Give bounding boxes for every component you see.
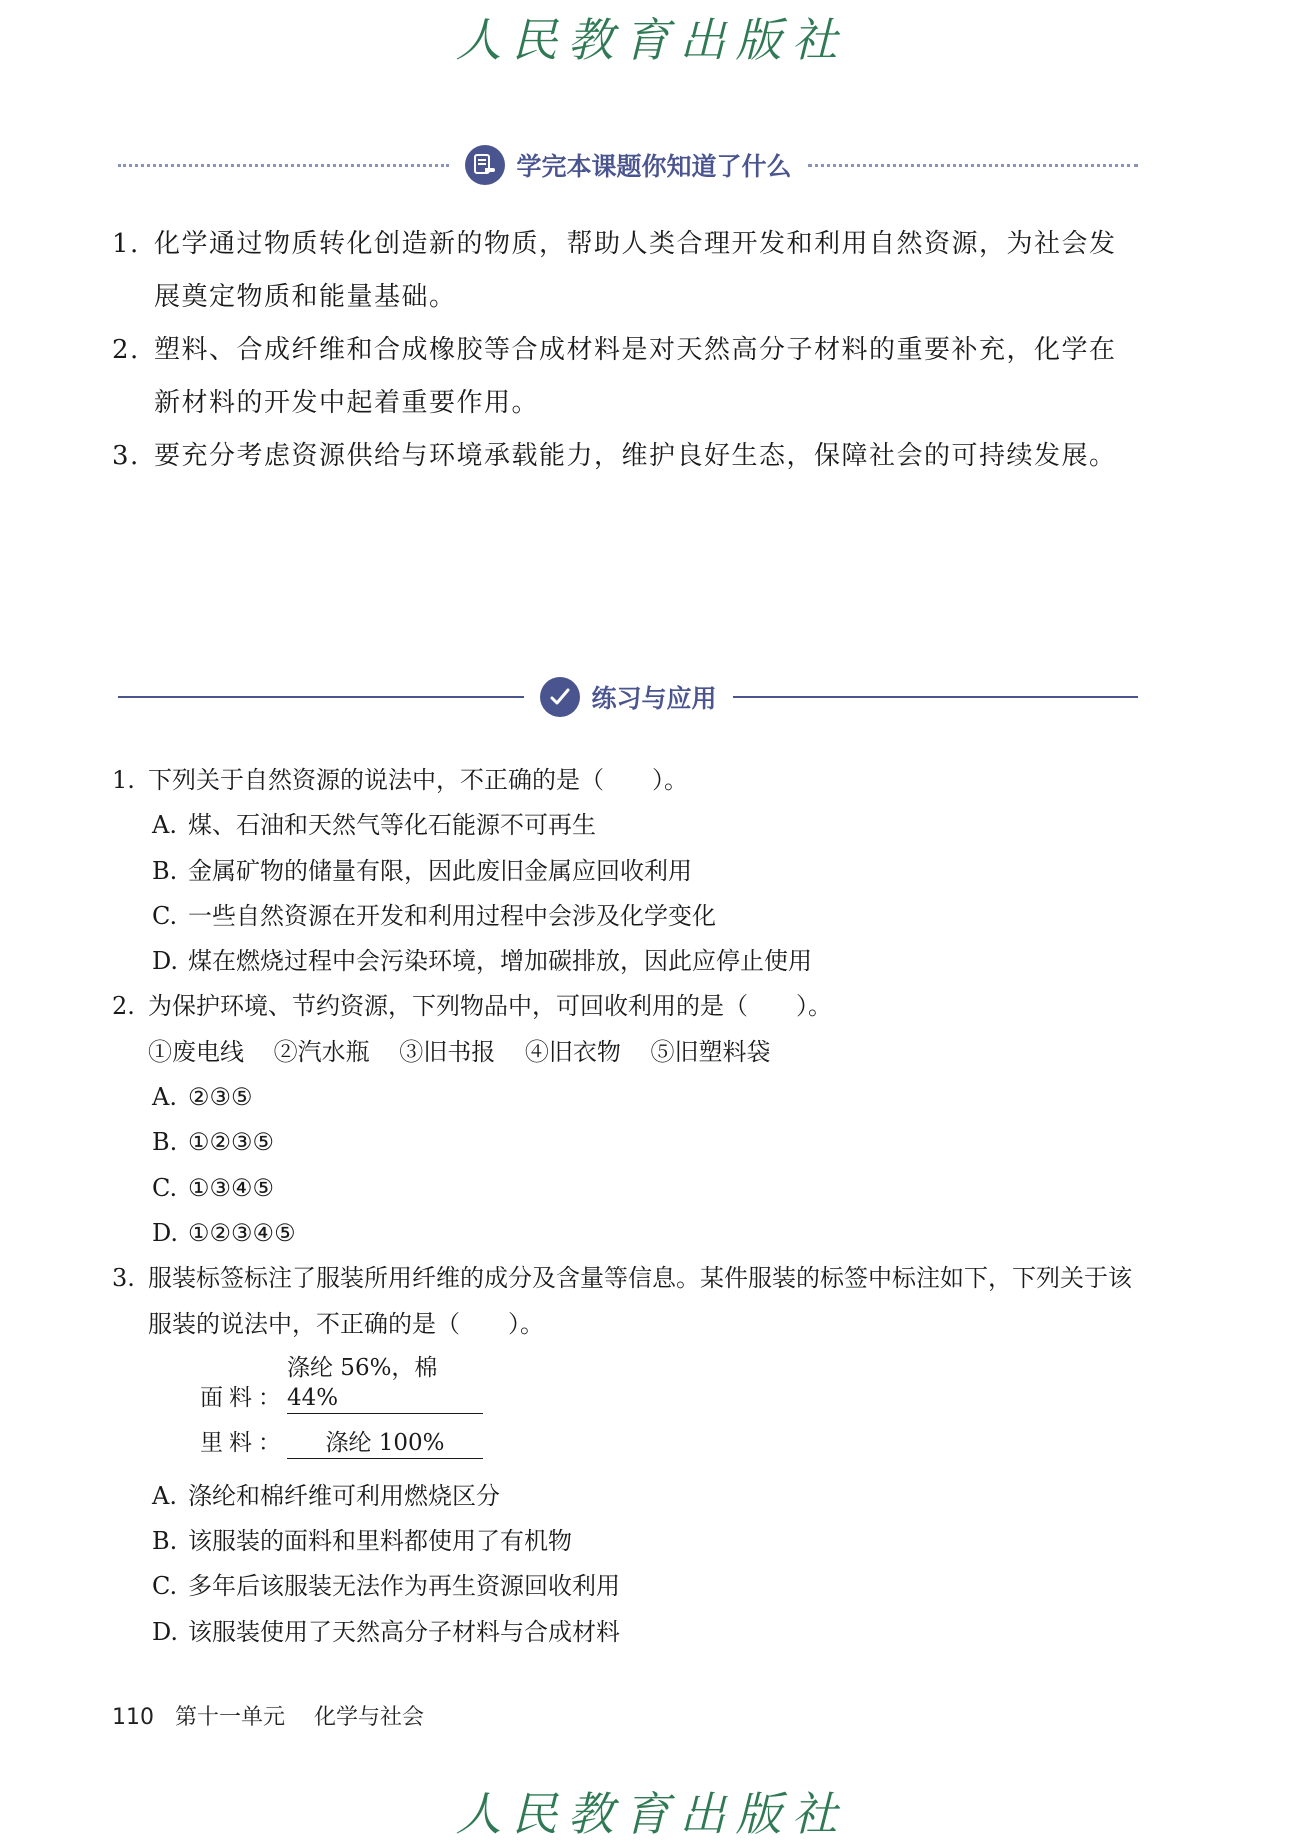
- lining-line: 里料： 涤纶 100%: [200, 1421, 1142, 1466]
- page-footer: [112, 1700, 424, 1731]
- practice-section-title: 练习与应用: [591, 684, 717, 713]
- recyclable-items-line: ①废电线 ②汽水瓶 ③旧书报 ④旧衣物 ⑤旧塑料袋: [148, 1037, 771, 1066]
- fabric-line: 面料：涤纶 56%，棉 44%: [200, 1353, 1142, 1421]
- dotted-rule-right: [808, 164, 1139, 167]
- unit-title: 第十一单元: [175, 1705, 286, 1730]
- pen-check-icon: [540, 677, 580, 717]
- publisher-watermark-bottom: 人民教育出版社: [455, 1787, 848, 1841]
- lining-value: 涤纶 100%: [287, 1428, 483, 1459]
- summary-section-title: 学完本课题你知道了什么: [516, 152, 792, 181]
- publisher-watermark-top: 人民教育出版社: [455, 13, 848, 67]
- question-option: B. 该服装的面料和里料都使用了有机物: [152, 1527, 572, 1556]
- question-3: 3. 服装标签标注了服装所用纤维的成分及含量等信息。某件服装的标签中标注如下，下列关于该服装的说法中，不正确的是（ ）。: [112, 1264, 1132, 1338]
- question-option: A. 煤、石油和天然气等化石能源不可再生: [152, 811, 596, 840]
- summary-item: 3. 要充分考虑资源供给与环境承载能力，维护良好生态，保障社会的可持续发展。: [112, 441, 1117, 471]
- question-2: 2. 为保护环境、节约资源，下列物品中，可回收利用的是（ ）。: [112, 992, 832, 1021]
- practice-section-header: [118, 672, 1138, 722]
- clothing-label: [112, 1353, 1142, 1466]
- question-option: A. 涤纶和棉纤维可利用燃烧区分: [152, 1481, 500, 1510]
- note-hand-icon: [465, 145, 505, 185]
- solid-rule-right: [733, 696, 1139, 698]
- question-option: C. 一些自然资源在开发和利用过程中会涉及化学变化: [152, 901, 716, 930]
- page-number: 110: [112, 1705, 154, 1730]
- question-option: A. ②③⑤: [152, 1083, 253, 1112]
- question-option: B. 金属矿物的储量有限，因此废旧金属应回收利用: [152, 856, 692, 885]
- summary-section-header: [118, 140, 1138, 190]
- summary-item: 1. 化学通过物质转化创造新的物质，帮助人类合理开发和利用自然资源，为社会发展奠定物质和能量基础。: [112, 229, 1117, 312]
- question-option: B. ①②③⑤: [152, 1128, 275, 1157]
- chapter-title: 化学与社会: [314, 1705, 425, 1730]
- dotted-rule-left: [118, 164, 449, 167]
- summary-item: 2. 塑料、合成纤维和合成橡胶等合成材料是对天然高分子材料的重要补充，化学在新材料的开发中起着重要作用。: [112, 335, 1117, 418]
- summary-list: [112, 218, 1142, 483]
- fabric-value: 涤纶 56%，棉 44%: [287, 1353, 483, 1414]
- question-option: D. 该服装使用了天然高分子材料与合成材料: [152, 1617, 620, 1646]
- solid-rule-left: [118, 696, 524, 698]
- question-option: C. ①③④⑤: [152, 1173, 275, 1202]
- exercise-list: [112, 758, 1142, 1655]
- question-1: 1. 下列关于自然资源的说法中，不正确的是（ ）。: [112, 766, 688, 794]
- question-option: C. 多年后该服装无法作为再生资源回收利用: [152, 1572, 620, 1601]
- question-option: D. ①②③④⑤: [152, 1218, 296, 1247]
- question-option: D. 煤在燃烧过程中会污染环境，增加碳排放，因此应停止使用: [152, 947, 812, 976]
